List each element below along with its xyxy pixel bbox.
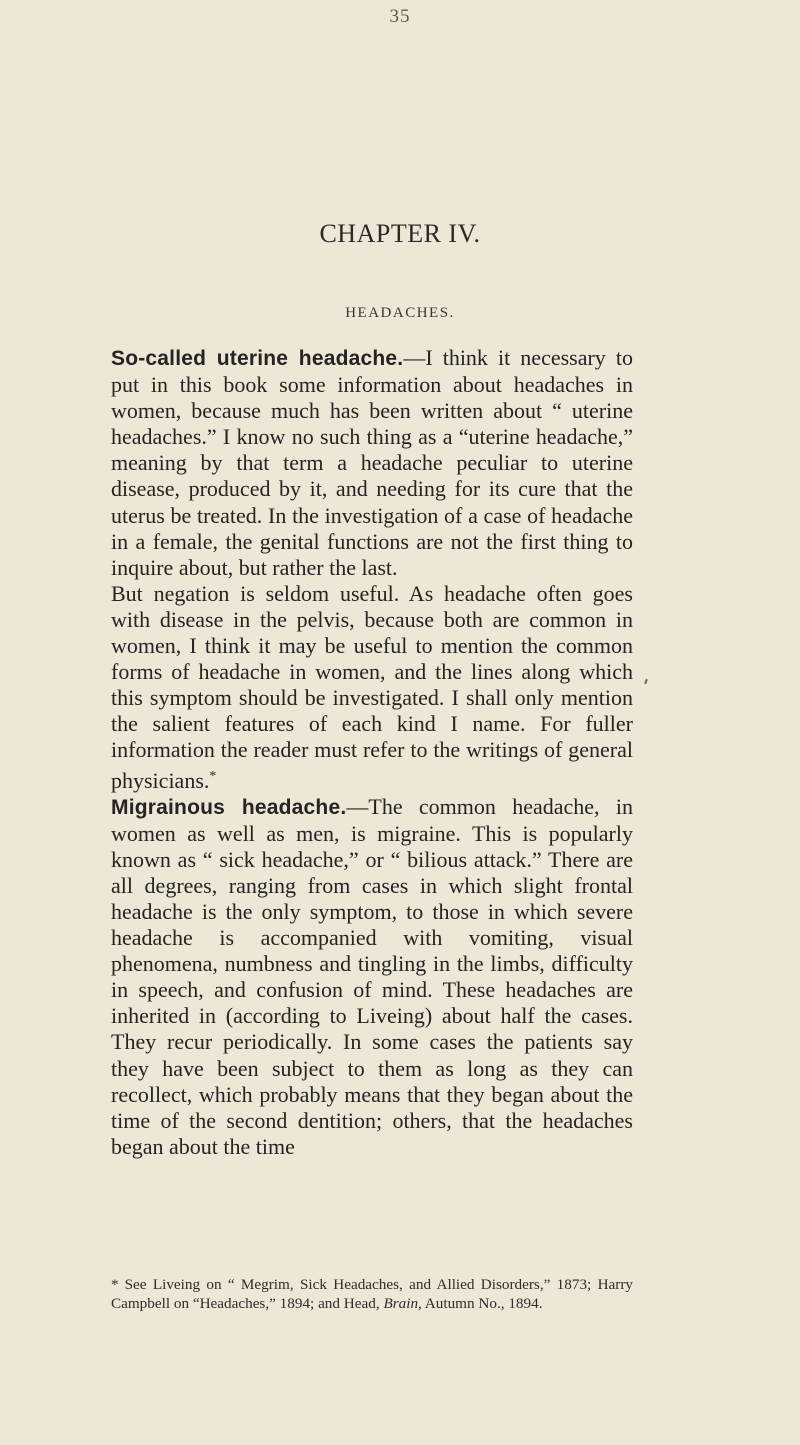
footnote-text-end: Autumn No., 1894. — [421, 1294, 543, 1312]
paragraph-text: But negation is seldom useful. As headache often goes with disease in the pelvis, because both are common in women, I think it may be useful to mention the common forms of headache in women, and the lines along which this symptom should be investigated. I shall only mention the salient features of each kind I name. For fuller information the reader must refer to the writings of general physicians. — [111, 580, 633, 793]
paragraph-text: —The common headache, in women as well as men, is migraine. This is popularly known as “ sick headache,” or “ bilious attack.” There are all degrees, ranging from cases in which slight frontal headache is the only symptom, to those in which severe headache is accompanied with vomiting, visual phenomena, numbness and tingling in the limbs, difficulty in speech, and confusion of mind. These headaches are inherited in (according to Liveing) about half the cases. They recur periodically. In some cases the patients say they have been subject to them as long as they can recollect, which probably means that they began about the time of the second dentition; others, that the headaches began about the time — [111, 793, 633, 1159]
run-in-heading: Migrainous headache. — [111, 795, 347, 819]
body-text — [111, 345, 633, 1160]
margin-mark — [644, 679, 648, 684]
footnote-text: See Liveing on “ Megrim, Sick Headaches, and Allied Disorders,” 1873; Harry Campbell on “Headaches,” 1894; and Head, — [111, 1276, 633, 1312]
footnote-journal-title: Brain, — [383, 1294, 422, 1312]
run-in-heading: So-called uterine headache. — [111, 347, 404, 370]
section-title: HEADACHES. — [345, 305, 455, 321]
chapter-title: CHAPTER IV. — [319, 219, 481, 248]
paragraph-text: —I think it necessary to put in this book some information about headaches in women, because much has been written about “ uterine headaches.” I know no such thing as a “uterine headache,” meaning by that term a headache peculiar to uterine disease, produced by it, and needing for its cure that the uterus be treated. In the investigation of a case of headache in a female, the genital functions are not the first thing to inquire about, but rather the last. — [111, 345, 633, 580]
paragraph-migrainous-headache — [111, 794, 633, 1160]
footnote-reference: * — [209, 768, 217, 784]
footnote — [111, 1276, 633, 1313]
paragraph-negation — [111, 581, 633, 794]
paragraph-uterine-headache — [111, 345, 633, 581]
page-number: 35 — [389, 6, 411, 27]
footnote-marker: * — [111, 1276, 119, 1293]
